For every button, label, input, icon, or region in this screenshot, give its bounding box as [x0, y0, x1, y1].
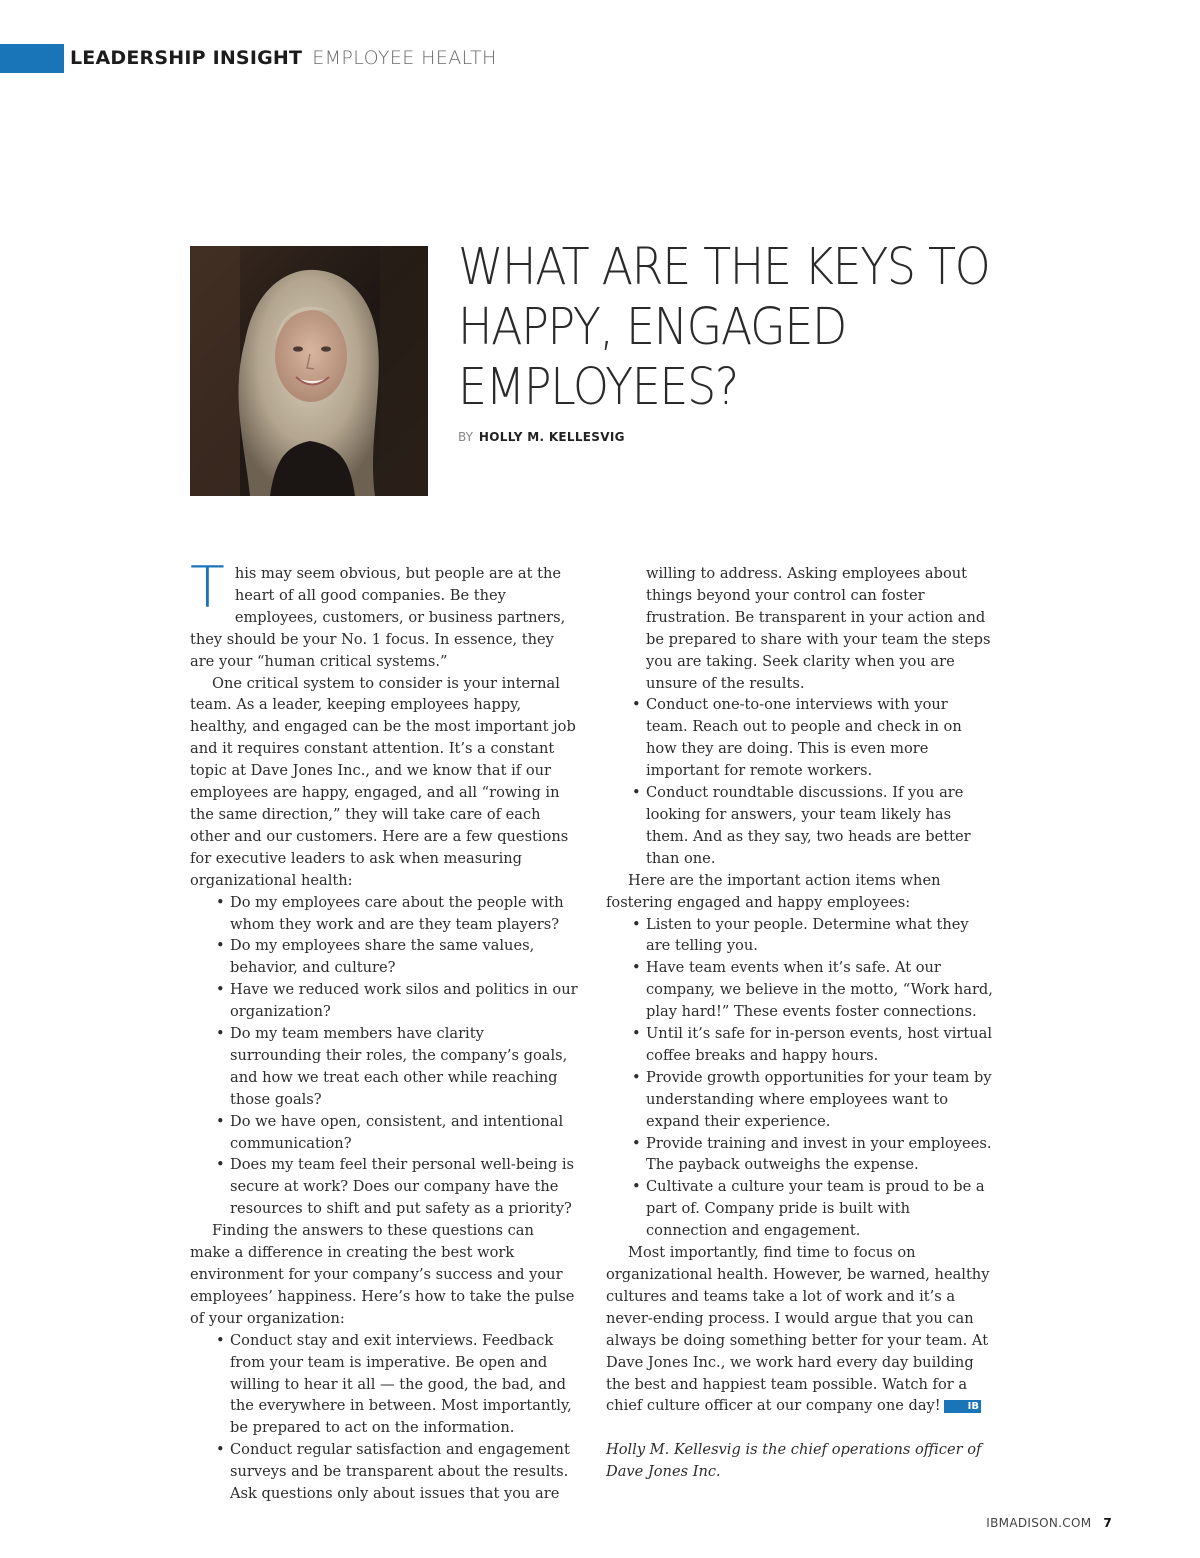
list-item: • Provide growth opportunities for your team by understanding where employees want to expand their experience. — [646, 1067, 994, 1133]
page-footer — [986, 1516, 1112, 1530]
list-item: • Do my employees share the same values, behavior, and culture? — [230, 935, 578, 979]
dropcap: T — [190, 555, 225, 621]
author-name: HOLLY M. KELLESVIG — [478, 430, 625, 444]
list-item: • Provide training and invest in your employees. The payback outweighs the expense. — [646, 1133, 994, 1177]
list-item: • Do we have open, consistent, and intentional communication? — [230, 1111, 578, 1155]
body-paragraph: Here are the important action items when fostering engaged and happy employees: — [606, 871, 941, 911]
list-item: • Conduct one-to-one interviews with your team. Reach out to people and check in on how they are doing. This is even more important for remote workers. — [646, 694, 994, 782]
pulse-list — [190, 1330, 578, 1505]
list-item: • Do my team members have clarity surrounding their roles, the company’s goals, and how we treat each other while reaching those goals? — [230, 1023, 578, 1111]
closing-paragraph: Most importantly, find time to focus on organizational health. However, be warned, healthy cultures and teams take a lot of work and it’s a never-ending process. I would argue that you can always be doing something better for your team. At Dave Jones Inc., we work hard every day building the best and happiest team possible. Watch for a chief culture officer at our company one day! IB — [606, 1244, 990, 1415]
list-item: • Conduct regular satisfaction and engagement surveys and be transparent about the results. Ask questions only about issues that you are — [230, 1439, 578, 1505]
author-portrait — [190, 246, 428, 496]
intro-paragraph: This may seem obvious, but people are at the heart of all good companies. Be they employees, customers, or business partners, they should be your No. 1 focus. In essence, they are your “human critical systems.” — [190, 555, 566, 670]
section-label: LEADERSHIP INSIGHT — [70, 47, 303, 69]
body-paragraph: One critical system to consider is your internal team. As a leader, keeping employees happy, healthy, and engaged can be the most important job and it requires constant attention. It’s a constant topic at Dave Jones Inc., and we know that if our employees are happy, engaged, and all “rowing in the same direction,” they will take care of each other and our customers. Here are a few questions for executive leaders to ask when measuring organizational health: — [190, 674, 576, 889]
page-number: 7 — [1103, 1516, 1112, 1530]
list-item: • Have team events when it’s safe. At our company, we believe in the motto, “Work hard, play hard!” These events foster connections. — [646, 957, 994, 1023]
questions-list — [190, 892, 578, 1221]
body-column-left — [190, 555, 578, 1505]
list-item: • Does my team feel their personal well-being is secure at work? Does our company have the resources to shift and put safety as a priority? — [230, 1154, 578, 1220]
list-item: • Have we reduced work silos and politics in our organization? — [230, 979, 578, 1023]
byline-prefix: BY — [458, 430, 473, 444]
list-item: • Cultivate a culture your team is proud to be a part of. Company pride is built with connection and engagement. — [646, 1176, 994, 1242]
end-mark-icon: IB — [944, 1400, 981, 1413]
body-paragraph: Finding the answers to these questions can make a difference in creating the best work environment for your company’s success and your employees’ happiness. Here’s how to take the pulse of your organization: — [190, 1222, 575, 1327]
body-column-right — [606, 563, 994, 1483]
list-item: • Conduct roundtable discussions. If you are looking for answers, your team likely has them. And as they say, two heads are better than one. — [646, 782, 994, 870]
pulse-list-continued — [606, 563, 994, 694]
header-accent-bar — [0, 44, 64, 73]
pulse-list-more — [606, 694, 994, 869]
topic-label: EMPLOYEE HEALTH — [312, 47, 497, 69]
article-title: WHAT ARE THE KEYS TO HAPPY, ENGAGED EMPLOYEES? — [458, 238, 990, 417]
list-item-continued: willing to address. Asking employees about things beyond your control can foster frustration. Be transparent in your action and be prepared to share with your team the steps you are taking. Seek clarity when you are unsure of the results. — [646, 565, 991, 692]
actions-list — [606, 914, 994, 1243]
list-item: • Do my employees care about the people with whom they work and are they team players? — [230, 892, 578, 936]
portrait-image — [190, 246, 428, 496]
section-header — [70, 44, 497, 73]
list-item: • Listen to your people. Determine what they are telling you. — [646, 914, 994, 958]
list-item: • Until it’s safe for in-person events, host virtual coffee breaks and happy hours. — [646, 1023, 994, 1067]
footer-site: IBMADISON.COM — [986, 1516, 1092, 1530]
list-item: • Conduct stay and exit interviews. Feedback from your team is imperative. Be open and willing to hear it all — the good, the bad, and the everywhere in between. Most importantly, be prepared to act on the information. — [230, 1330, 578, 1440]
author-bio: Holly M. Kellesvig is the chief operations officer of Dave Jones Inc. — [606, 1441, 982, 1481]
byline — [458, 430, 625, 444]
